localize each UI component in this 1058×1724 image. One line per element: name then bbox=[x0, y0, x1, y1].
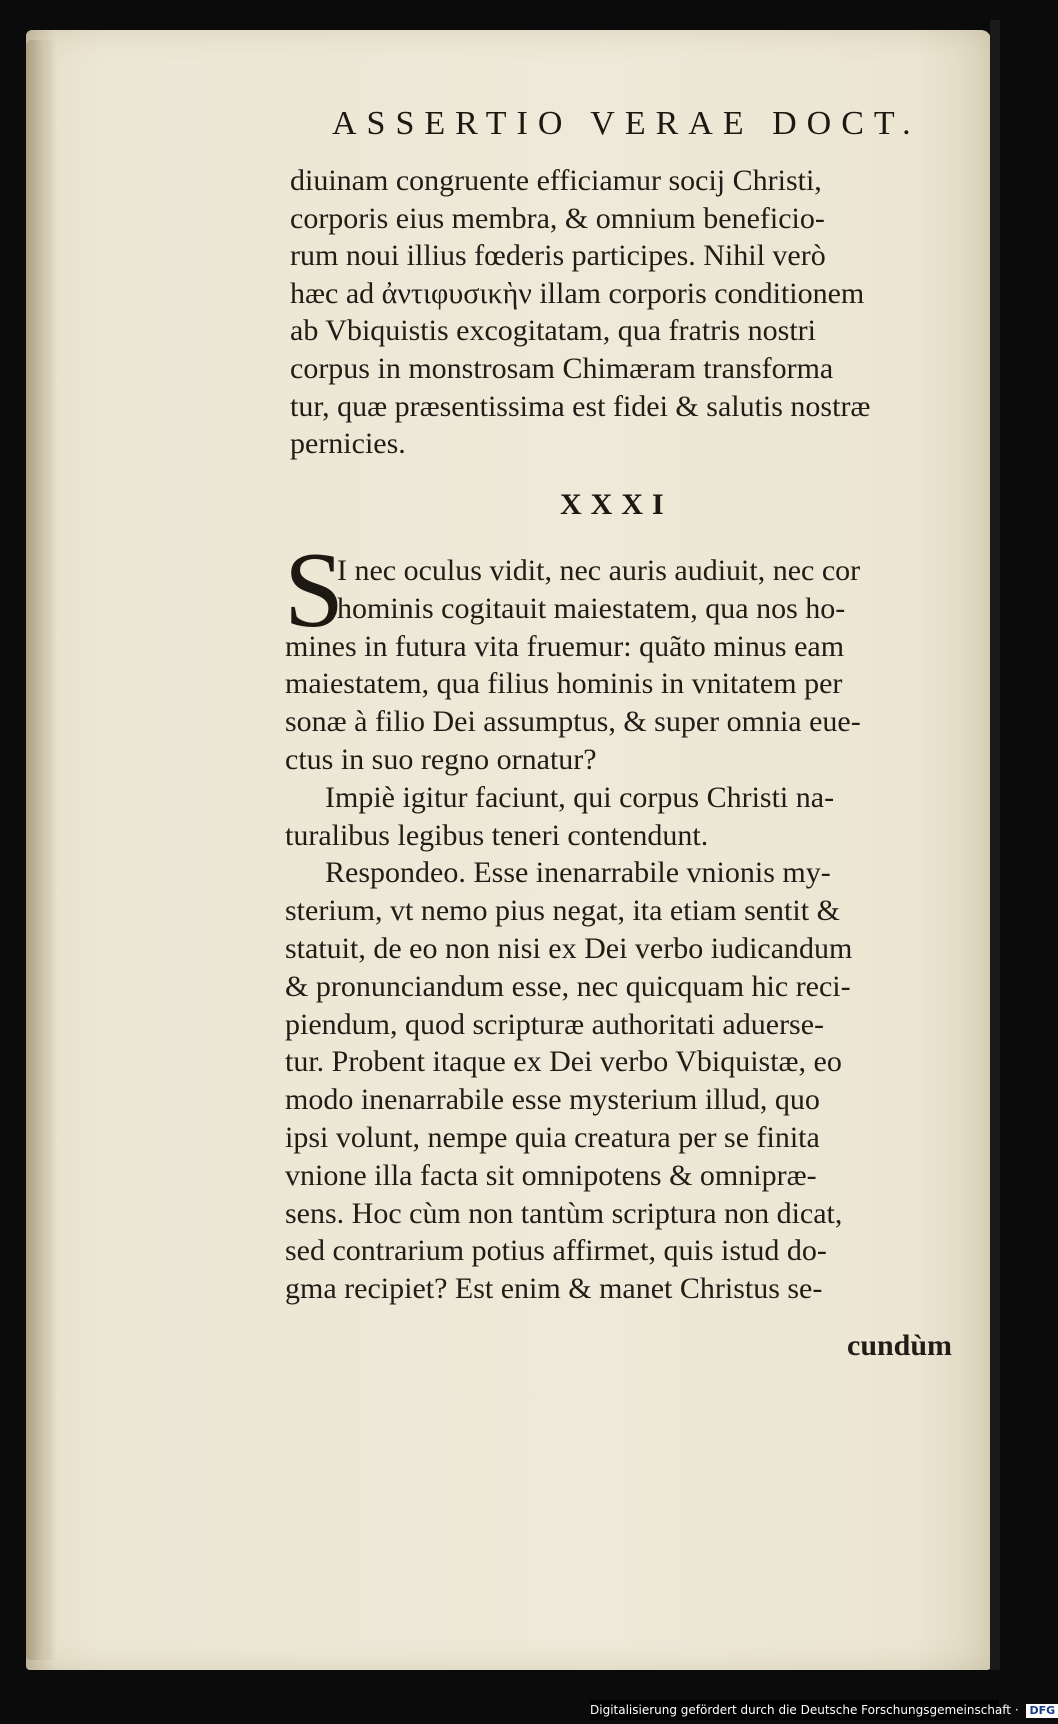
text-line: hominis cogitauit maiestatem, qua nos ho- bbox=[337, 591, 846, 625]
text-line: maiestatem, qua filius hominis in vnitatem per bbox=[285, 667, 843, 701]
text-line: statuit, de eo non nisi ex Dei verbo iudicandum bbox=[285, 932, 853, 965]
text-line: turalibus legibus teneri contendunt. bbox=[285, 818, 709, 852]
text-line: ab Vbiquistis excogitatam, qua fratris nostri bbox=[290, 314, 817, 348]
text-line: ipsi volunt, nempe quia creatura per se finita bbox=[285, 1121, 820, 1154]
text-line: corpus in monstrosam Chimæram transforma bbox=[290, 352, 834, 385]
text-line: hæc ad ἀντιφυσικὴν illam corporis conditionem bbox=[290, 276, 865, 310]
text-line: sterium, vt nemo pius negat, ita etiam sentit & bbox=[285, 894, 840, 928]
page-right-edge bbox=[990, 20, 1000, 1670]
text-line: vnione illa facta sit omnipotens & omnipræ- bbox=[285, 1158, 817, 1192]
text-line: tur. Probent itaque ex Dei verbo Vbiquistæ, eo bbox=[285, 1045, 842, 1079]
text-line: pernicies. bbox=[290, 427, 406, 461]
text-line: & pronunciandum esse, nec quicquam hic reci- bbox=[285, 969, 851, 1003]
page-gutter-edge bbox=[26, 40, 56, 1660]
footer-credit: Digitalisierung gefördert durch die Deutsche Forschungsgemeinschaft · DFG bbox=[590, 1700, 999, 1720]
text-line: sonæ à filio Dei assumptus, & super omnia eue- bbox=[285, 705, 861, 739]
text-line: diuinam congruente efficiamur socij Christi, bbox=[290, 164, 822, 197]
footer-text: Digitalisierung gefördert durch die Deutsche Forschungsgemeinschaft bbox=[590, 1703, 1012, 1717]
text-line: Impiè igitur faciunt, qui corpus Christi na- bbox=[325, 780, 835, 814]
dfg-logo-icon: DFG bbox=[1026, 1704, 1058, 1718]
text-line: I nec oculus vidit, nec auris audiuit, nec cor bbox=[337, 554, 861, 587]
text-line: gma recipiet? Est enim & manet Christus se- bbox=[285, 1272, 823, 1306]
text-line: rum noui illius fœderis participes. Nihil verò bbox=[290, 239, 826, 273]
text-line: piendum, quod scripturæ authoritati aduerse- bbox=[285, 1007, 825, 1041]
text-line: Respondeo. Esse inenarrabile vnionis my- bbox=[325, 856, 831, 890]
text-line: modo inenarrabile esse mysterium illud, quo bbox=[285, 1083, 820, 1117]
text-line: ctus in suo regno ornatur? bbox=[285, 743, 597, 776]
catchword: cundùm bbox=[847, 1329, 953, 1362]
text-line: tur, quæ præsentissima est fidei & salutis nostræ bbox=[290, 389, 871, 423]
text-line: sed contrarium potius affirmet, quis istud do- bbox=[285, 1234, 827, 1268]
section-heading: XXXI bbox=[560, 488, 673, 521]
text-line: mines in futura vita fruemur: quãto minus eam bbox=[285, 629, 845, 663]
text-line: corporis eius membra, & omnium beneficio- bbox=[290, 201, 825, 235]
running-head: ASSERTIO VERAE DOCT. bbox=[332, 105, 921, 142]
text-line: sens. Hoc cùm non tantùm scriptura non dicat, bbox=[285, 1196, 843, 1230]
drop-capital: S bbox=[284, 531, 345, 650]
